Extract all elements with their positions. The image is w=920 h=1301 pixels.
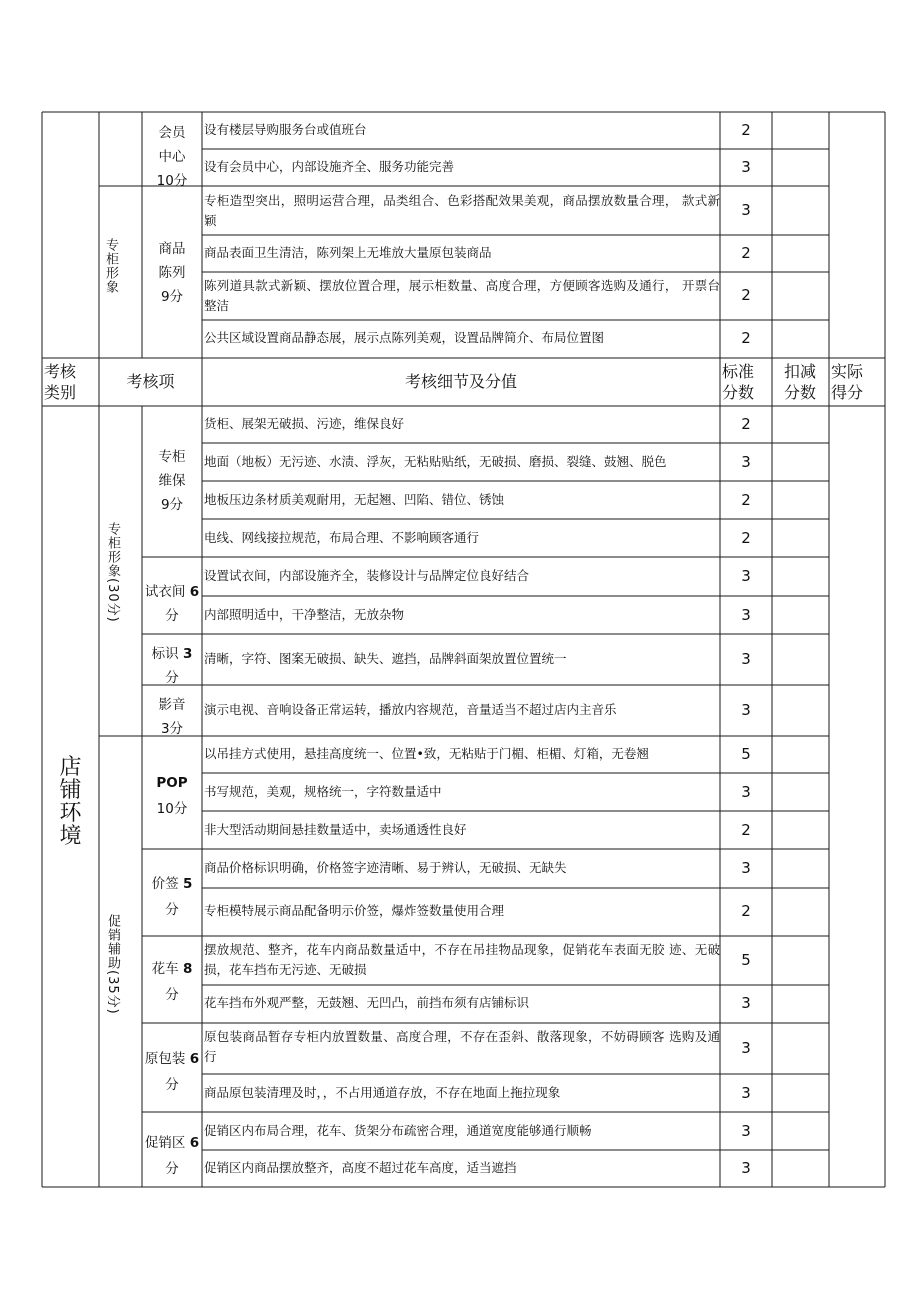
a1-row-2-text: 地面（地板）无污迹、水渍、浮灰，无粘贴贴纸，无破损、磨损、裂缝、鼓翘、脱色 bbox=[204, 454, 667, 469]
item-signage-points-a: 3 bbox=[182, 646, 193, 662]
group-a-points: (30分) bbox=[105, 578, 120, 623]
item-pop-label: POP bbox=[156, 775, 188, 791]
group-top-label-text: 专柜形象 bbox=[103, 238, 118, 294]
a1-row-1-score: 2 bbox=[741, 415, 751, 433]
item-signage bbox=[142, 642, 202, 690]
item-promo-zone-points-b: 分 bbox=[165, 1161, 179, 1177]
b2-row-1-text: 商品价格标识明确，价格签字迹清晰、易于辨认，无破损、无缺失 bbox=[204, 860, 567, 875]
member-center-points: 10分 bbox=[156, 173, 188, 189]
item-original-packaging-points-b: 分 bbox=[165, 1077, 179, 1093]
b3-row-1-score: 5 bbox=[741, 951, 751, 969]
member-row-2-score: 3 bbox=[741, 158, 751, 176]
a1-row-4-score: 2 bbox=[741, 529, 751, 547]
b1-row-1-score: 5 bbox=[741, 745, 751, 763]
group-top-label bbox=[101, 238, 120, 294]
item-fitting-room-points-b: 分 bbox=[165, 608, 179, 624]
b3-row-1-text: 摆放规范、整齐，花车内商品数量适中，不存在吊挂物品现象，促销花车表面无胶 迹、无破损，花车挡布无污迹、无破损 bbox=[204, 942, 720, 977]
member-row-2-text: 设有会员中心，内部设施齐全、服务功能完善 bbox=[204, 159, 455, 174]
b1-row-3-text: 非大型活动期间悬挂数量适中，卖场通透性良好 bbox=[204, 822, 467, 837]
group-b-points: (35分) bbox=[105, 970, 120, 1015]
b4-row-1-score: 3 bbox=[741, 1039, 751, 1057]
display-points: 9分 bbox=[160, 289, 184, 305]
b1-row-2-score: 3 bbox=[741, 783, 751, 801]
b5-row-1-score: 3 bbox=[741, 1122, 751, 1140]
member-center-cell bbox=[142, 121, 202, 193]
a1-row-2-score: 3 bbox=[741, 453, 751, 471]
category-main bbox=[42, 756, 99, 848]
display-row-4-score: 2 bbox=[741, 329, 751, 347]
a2-row-1-text: 设置试衣间，内部设施齐全，装修设计与品牌定位良好结合 bbox=[204, 568, 530, 583]
group-b-label-text: 促销辅助 bbox=[105, 914, 120, 970]
b5-row-1-text: 促销区内布局合理，花车、货架分布疏密合理，通道宽度能够通行顺畅 bbox=[204, 1123, 592, 1138]
item-fitting-room-label: 试衣间 bbox=[144, 584, 186, 600]
display-row-2-text: 商品表面卫生清洁，陈列架上无堆放大量原包装商品 bbox=[204, 245, 492, 260]
item-signage-points-b: 分 bbox=[165, 670, 179, 686]
category-main-text: 店铺环境 bbox=[59, 755, 82, 849]
b4-row-2-text: 商品原包装清理及时，，不占用通道存放，不存在地面上拖拉现象 bbox=[204, 1085, 561, 1100]
header-item: 考核项 bbox=[126, 372, 175, 391]
item-price-tag-points-b: 分 bbox=[165, 902, 179, 918]
b5-row-2-text: 促销区内商品摆放整齐，高度不超过花车高度，适当遮挡 bbox=[204, 1160, 517, 1175]
b1-row-3-score: 2 bbox=[741, 821, 751, 839]
b5-row-2-score: 3 bbox=[741, 1159, 751, 1177]
header-category: 考核类别 bbox=[44, 362, 77, 402]
a2-row-1-score: 3 bbox=[741, 567, 751, 585]
item-original-packaging-label: 原包装 bbox=[144, 1051, 186, 1067]
member-row-1-score: 2 bbox=[741, 121, 751, 139]
b1-row-1-text: 以吊挂方式使用，悬挂高度统一、位置•致，无粘贴于门楣、柜楣、灯箱，无卷翘 bbox=[204, 746, 649, 761]
group-a-label bbox=[103, 522, 127, 623]
item-av bbox=[142, 693, 202, 741]
header-detail: 考核细节及分值 bbox=[404, 372, 517, 391]
a3-row-1-score: 3 bbox=[741, 650, 751, 668]
a1-row-3-text: 地板压边条材质美观耐用，无起翘、凹陷、错位、锈蚀 bbox=[204, 492, 505, 507]
item-price-tag-label: 价签 bbox=[151, 876, 179, 892]
item-promo-zone bbox=[142, 1130, 202, 1182]
a4-row-1-score: 3 bbox=[741, 701, 751, 719]
item-fitting-room-points-a: 6 bbox=[189, 584, 200, 600]
item-promo-zone-label: 促销区 bbox=[144, 1135, 186, 1151]
display-label: 商品陈列 bbox=[158, 241, 186, 281]
a1-row-1-text: 货柜、展架无破损、污迹，维保良好 bbox=[204, 416, 405, 431]
a3-row-1-text: 清晰，字符、图案无破损、缺失、遮挡，品牌斜面架放置位置统一 bbox=[204, 651, 567, 666]
display-row-4-text: 公共区域设置商品静态展，展示点陈列美观，设置品牌简介、布局位置图 bbox=[204, 330, 605, 345]
item-counter-maintenance-points: 9分 bbox=[160, 497, 184, 513]
item-counter-maintenance-label: 专柜维保 bbox=[158, 449, 186, 489]
item-av-label: 影音 bbox=[158, 697, 186, 713]
header-actual: 实际得分 bbox=[831, 362, 864, 402]
item-original-packaging-points-a: 6 bbox=[189, 1051, 200, 1067]
item-flower-cart-label: 花车 bbox=[151, 961, 179, 977]
b3-row-2-text: 花车挡布外观严整，无鼓翘、无凹凸，前挡布须有店铺标识 bbox=[204, 995, 530, 1010]
item-original-packaging bbox=[142, 1046, 202, 1098]
b3-row-2-score: 3 bbox=[741, 994, 751, 1012]
group-b-label bbox=[103, 914, 127, 1015]
item-pop bbox=[142, 770, 202, 822]
item-price-tag bbox=[142, 871, 202, 923]
item-flower-cart-points-a: 8 bbox=[182, 961, 193, 977]
a1-row-4-text: 电线、网线接拉规范，布局合理、不影响顾客通行 bbox=[204, 530, 480, 545]
b2-row-2-text: 专柜模特展示商品配备明示价签，爆炸签数量使用合理 bbox=[204, 903, 505, 918]
item-av-points: 3分 bbox=[160, 721, 184, 737]
a1-row-3-score: 2 bbox=[741, 491, 751, 509]
group-a-label-text: 专柜形象 bbox=[105, 522, 120, 578]
item-promo-zone-points-a: 6 bbox=[189, 1135, 200, 1151]
display-row-3-score: 2 bbox=[741, 286, 751, 304]
member-center-label: 会员中心 bbox=[158, 125, 186, 165]
item-pop-points: 10分 bbox=[156, 801, 188, 817]
b4-row-2-score: 3 bbox=[741, 1084, 751, 1102]
display-row-3-text: 陈列道具款式新颖、摆放位置合理，展示柜数量、高度合理，方便顾客选购及通行， 开票台整洁 bbox=[204, 278, 720, 313]
b2-row-1-score: 3 bbox=[741, 859, 751, 877]
item-flower-cart-points-b: 分 bbox=[165, 987, 179, 1003]
item-price-tag-points-a: 5 bbox=[182, 876, 193, 892]
display-row-2-score: 2 bbox=[741, 244, 751, 262]
a2-row-2-text: 内部照明适中，干净整洁，无放杂物 bbox=[204, 607, 405, 622]
b4-row-1-text: 原包装商品暂存专柜内放置数量、高度合理，不存在歪斜、散落现象，不妨碍顾客 选购及通行 bbox=[204, 1029, 720, 1064]
header-standard: 标准分数 bbox=[722, 362, 755, 402]
display-row-1-text: 专柜造型突出，照明运营合理，品类组合、色彩搭配效果美观，商品摆放数量合理， 款式新颖 bbox=[204, 193, 720, 228]
a4-row-1-text: 演示电视、音响设备正常运转，播放内容规范，音量适当不超过店内主音乐 bbox=[204, 702, 617, 717]
item-counter-maintenance bbox=[142, 445, 202, 517]
b2-row-2-score: 2 bbox=[741, 902, 751, 920]
display-cell bbox=[142, 237, 202, 309]
item-signage-label: 标识 bbox=[151, 646, 179, 662]
header-deduct: 扣减分数 bbox=[784, 362, 817, 402]
b1-row-2-text: 书写规范，美观，规格统一，字符数量适中 bbox=[204, 784, 442, 799]
display-row-1-score: 3 bbox=[741, 201, 751, 219]
item-fitting-room bbox=[142, 580, 202, 628]
item-flower-cart bbox=[142, 956, 202, 1008]
member-row-1-text: 设有楼层导购服务台或值班台 bbox=[204, 122, 367, 137]
a2-row-2-score: 3 bbox=[741, 606, 751, 624]
